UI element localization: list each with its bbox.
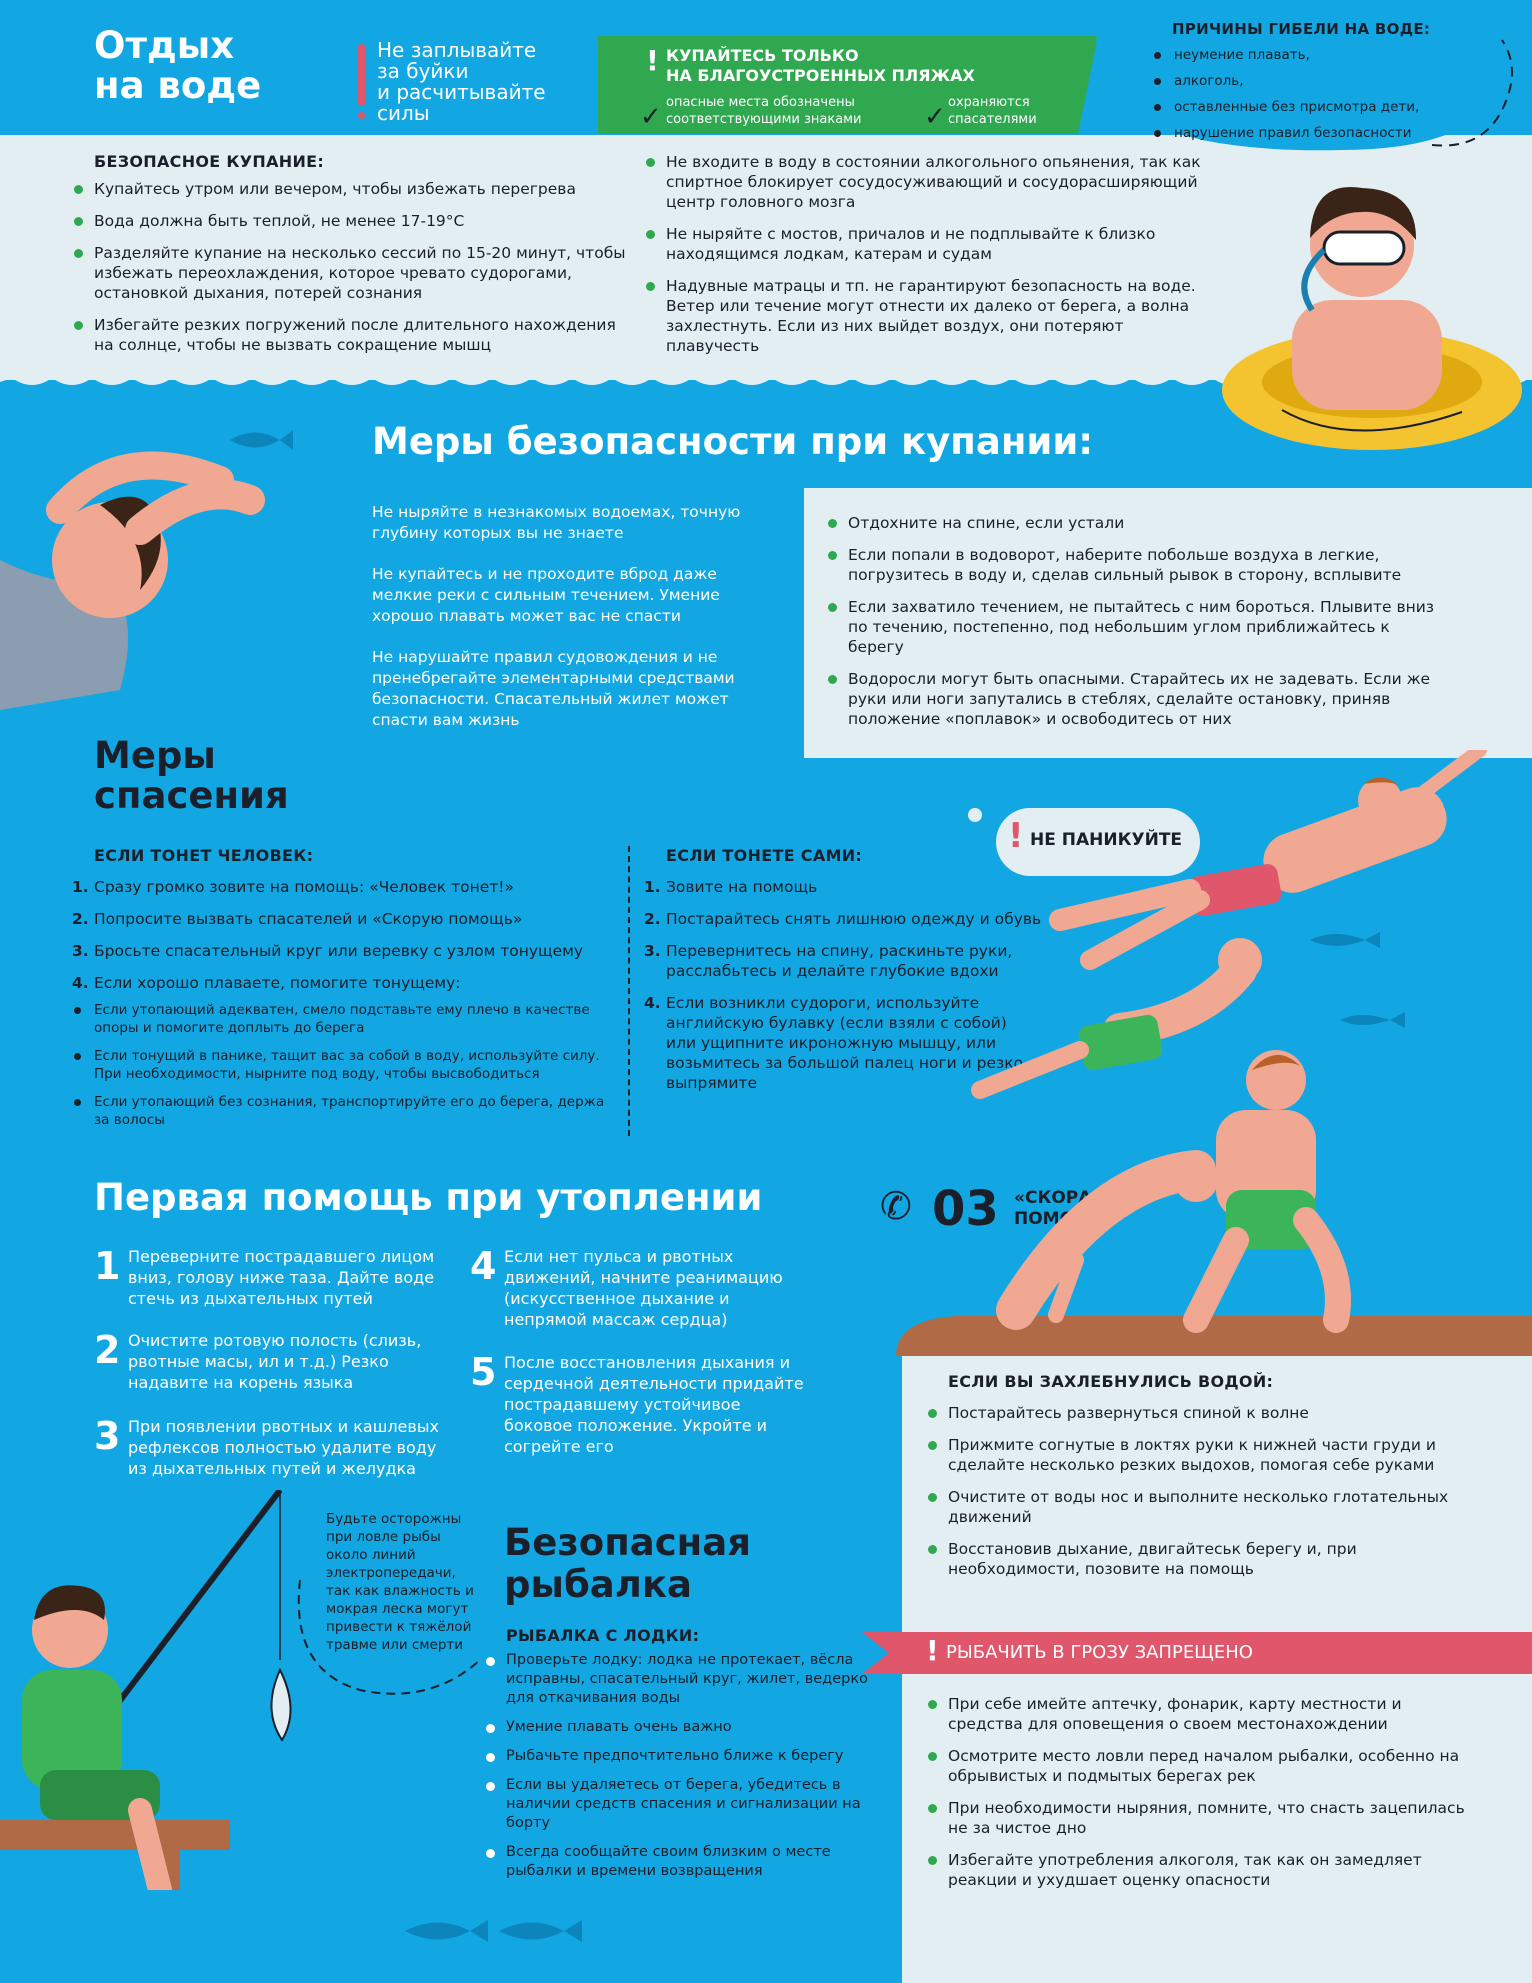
rescue-title-line: Меры — [94, 734, 216, 777]
list-item: Осмотрите место ловли перед началом рыбалки, особенно на обрывистых и подмытых берегах рек — [926, 1746, 1466, 1786]
beach-note-line: спасателями — [948, 112, 1037, 127]
list-item: Если захватило течением, не пытайтесь с ним бороться. Плывите вниз по течению, постепенно, под небольшим углом приближайтесь к берегу — [826, 597, 1446, 657]
rescue-left-title: ЕСЛИ ТОНЕТ ЧЕЛОВЕК: — [94, 846, 314, 865]
cause-item: нарушение правил безопасности — [1152, 124, 1452, 142]
list-item: Если попали в водоворот, наберите побольше воздуха в легкие, погрузитесь в воду и, сделав сильный рывок в сторону, всплывите — [826, 545, 1446, 585]
list-item: Перевернитесь на спину, раскиньте руки, расслабьтесь и делайте глубокие вдохи — [666, 942, 1013, 980]
buoy-warning — [358, 40, 546, 124]
power-line-warning: Будьте осторожны при ловле рыбы около линий электропередачи, так как влажность и мокрая леска могут привести к тяжёлой травме или смерти — [326, 1511, 474, 1653]
boat-fishing — [484, 1626, 884, 1881]
fishing-tips — [926, 1694, 1466, 1890]
warning-bar-icon — [358, 44, 365, 106]
list-subitem: Если утопающий адекватен, смело подставьте ему плечо в качестве опоры и помогите доплыть до берега — [72, 1001, 620, 1037]
cause-item: неумение плавать, — [1152, 46, 1452, 64]
title-line-1: Отдых — [94, 24, 235, 67]
step-number: 2 — [94, 1328, 121, 1372]
list-item: При необходимости ныряния, помните, что снасть зацепилась не за чистое дно — [926, 1798, 1466, 1838]
list-item: Бросьте спасательный круг или веревку с узлом тонущему — [94, 942, 584, 960]
measures-paragraph: Не нарушайте правил судовождения и не пренебрегайте элементарными средствами безопасности. Спасательный жилет может спасти вам жизнь — [372, 648, 735, 729]
list-subitem: Если утопающий без сознания, транспортируйте его до берега, держа за волосы — [72, 1093, 620, 1129]
safe-bathing-left — [72, 152, 632, 355]
beach-title-line: НА БЛАГОУСТРОЕННЫХ ПЛЯЖАХ — [666, 66, 975, 85]
page-title — [94, 26, 261, 106]
list-item: Не ныряйте с мостов, причалов и не подплывайте к близко находящимся лодкам, катерам и судам — [644, 224, 1224, 264]
first-aid-step-4 — [470, 1246, 810, 1330]
phone-number: 03 — [932, 1181, 999, 1237]
measures-paragraph: Не купайтесь и не проходите вброд даже мелкие реки с сильным течением. Умение хорошо плавать может вас не спасти — [372, 565, 720, 625]
warning-dot-icon — [358, 112, 365, 119]
exclamation-icon: ! — [926, 1634, 939, 1667]
fish-icon — [494, 1914, 584, 1948]
list-item: Если хорошо плаваете, помогите тонущему: — [94, 974, 461, 992]
safe-bathing-title: БЕЗОПАСНОЕ КУПАНИЕ: — [94, 152, 325, 171]
list-item: Восстановив дыхание, двигайтеськ берегу и, при необходимости, позовите на помощь — [926, 1539, 1466, 1579]
list-item: Попросите вызвать спасателей и «Скорую помощь» — [94, 910, 523, 928]
list-item: Постарайтесь развернуться спиной к волне — [926, 1403, 1466, 1423]
warning-line: и расчитывайте — [377, 80, 546, 104]
check-icon: ✓ — [640, 102, 662, 132]
choke-block — [926, 1372, 1466, 1579]
exclamation-icon: ! — [646, 44, 659, 77]
causes-box — [1152, 20, 1452, 142]
rescue-divider — [628, 846, 630, 1136]
fisher-boy-illustration — [0, 1490, 340, 1890]
shore-rescue-illustration — [896, 1040, 1532, 1360]
list-item: Проверьте лодку: лодка не протекает, вёсла исправны, спасательный круг, жилет, ведерко для откачивания воды — [484, 1651, 884, 1708]
list-item: Прижмите согнутые в локтях руки к нижней части груди и сделайте несколько резких выдохов, помогая себе руками — [926, 1435, 1466, 1475]
measures-title: Меры безопасности при купании: — [372, 420, 1094, 463]
list-item: Рыбачьте предпочтительно ближе к берегу — [484, 1747, 884, 1766]
warning-line: за буйки — [377, 59, 469, 83]
step-number: 4 — [470, 1244, 497, 1288]
fishing-title — [504, 1522, 751, 1606]
exclamation-icon: ! — [1008, 816, 1024, 856]
storm-banner-text: РЫБАЧИТЬ В ГРОЗУ ЗАПРЕЩЕНО — [946, 1642, 1253, 1663]
warning-line: силы — [377, 101, 430, 125]
list-item: Отдохните на спине, если устали — [826, 513, 1446, 533]
fish-icon — [400, 1914, 490, 1948]
fishing-title-line: рыбалка — [504, 1563, 692, 1606]
rescue-right-title: ЕСЛИ ТОНЕТЕ САМИ: — [666, 846, 863, 865]
beach-note-line: соответствующими знаками — [666, 112, 862, 127]
beach-title-line: КУПАЙТЕСЬ ТОЛЬКО — [666, 46, 859, 65]
list-item: Вода должна быть теплой, не менее 17-19°С — [72, 211, 632, 231]
step-number: 5 — [470, 1350, 497, 1394]
list-subitem: Если тонущий в панике, тащит вас за собой в воду, используйте силу. При необходимости, нырните под воду, чтобы высвободиться — [72, 1047, 620, 1083]
phone-icon: ✆ — [880, 1184, 912, 1228]
first-aid-title: Первая помощь при утоплении — [94, 1176, 763, 1219]
list-item: Всегда сообщайте своим близким о месте рыбалки и времени возвращения — [484, 1843, 884, 1881]
list-item: Водоросли могут быть опасными. Старайтесь их не задевать. Если же руки или ноги запутались в стеблях, сделайте остановку, приняв положение «поплавок» и освободитесь от них — [826, 669, 1446, 729]
first-aid-step-5 — [470, 1352, 810, 1457]
list-item: Разделяйте купание на несколько сессий по 15-20 минут, чтобы избежать переохлаждения, которое чревато судорогами, остановкой дыхания, потерей сознания — [72, 243, 632, 303]
causes-title: ПРИЧИНЫ ГИБЕЛИ НА ВОДЕ: — [1172, 20, 1431, 38]
phone-label-line: «СКОРАЯ — [1014, 1188, 1105, 1208]
step-text: Очистите ротовую полость (слизь, рвотные масы, ил и т.д.) Резко надавите на корень языка — [128, 1331, 422, 1392]
list-item: Очистите от воды нос и выполните несколько глотательных движений — [926, 1487, 1466, 1527]
step-number: 1 — [94, 1244, 121, 1288]
step-text: Если нет пульса и рвотных движений, начните реанимацию (искусственное дыхание и непрямой массаж сердца) — [504, 1247, 783, 1329]
fish-icon — [225, 425, 295, 455]
list-item: Сразу громко зовите на помощь: «Человек тонет!» — [94, 878, 514, 896]
title-line-2: на воде — [94, 64, 262, 107]
rescue-title — [94, 736, 289, 816]
safe-bathing-right — [644, 152, 1224, 356]
step-text: При появлении рвотных и кашлевых рефлексов полностью удалите воду из дыхательных путей и желудка — [128, 1417, 439, 1478]
first-aid-step-1 — [94, 1246, 454, 1309]
phone-label-line: ПОМОЩЬ» — [1014, 1209, 1121, 1229]
boy-swim-ring-illustration — [1212, 150, 1532, 450]
cause-item: оставленные без присмотра дети, — [1152, 98, 1452, 116]
list-item: При себе имейте аптечку, фонарик, карту местности и средства для оповещения о своем местонахождении — [926, 1694, 1466, 1734]
list-item: Избегайте резких погружений после длительного нахождения на солнце, чтобы не вызвать сокращение мышц — [72, 315, 632, 355]
step-text: После восстановления дыхания и сердечной деятельности придайте пострадавшему устойчивое боковое положение. Укройте и согрейте его — [504, 1353, 804, 1456]
list-item: Если возникли судороги, используйте английскую булавку (если взяли с собой) или ущипните икроножную мышцу, или возьмитесь за большой палец ноги и резко выпрямите — [666, 994, 1024, 1092]
rescue-title-line: спасения — [94, 774, 289, 817]
no-panic-text: НЕ ПАНИКУЙТЕ — [1030, 830, 1183, 850]
boat-fishing-title: РЫБАЛКА С ЛОДКИ: — [506, 1626, 700, 1645]
list-item: Купайтесь утром или вечером, чтобы избежать перегрева — [72, 179, 632, 199]
list-item: Если вы удаляетесь от берега, убедитесь в наличии средств спасения и сигнализации на борту — [484, 1776, 884, 1833]
step-text: Переверните пострадавшего лицом вниз, голову ниже таза. Дайте воде стечь из дыхательных путей — [128, 1247, 435, 1308]
check-icon: ✓ — [924, 102, 946, 132]
list-item: Умение плавать очень важно — [484, 1718, 884, 1737]
list-item: Не входите в воду в состоянии алкогольного опьянения, так как спиртное блокирует сосудосуживающий и сосудорасширяющий центр головного мозга — [644, 152, 1224, 212]
list-item: Избегайте употребления алкоголя, так как он замедляет реакции и ухудшает оценку опасности — [926, 1850, 1466, 1890]
step-number: 3 — [94, 1414, 121, 1458]
list-item: Надувные матрацы и тп. не гарантируют безопасность на воде. Ветер или течение могут отнести их далеко от берега, а волна захлестнуть. Если из них выйдет воздух, они потеряют плавучесть — [644, 276, 1224, 356]
swimmer-illustration — [0, 440, 300, 710]
list-item: Постарайтесь снять лишнюю одежду и обувь — [666, 910, 1042, 928]
measures-text — [372, 502, 742, 731]
beach-note-line: охраняются — [948, 95, 1030, 110]
list-item: Зовите на помощь — [666, 878, 818, 896]
beach-banner-content — [610, 44, 1037, 132]
first-aid-step-3 — [94, 1416, 454, 1479]
beach-note-line: опасные места обозначены — [666, 95, 855, 110]
cause-item: алкоголь, — [1152, 72, 1452, 90]
warning-line: Не заплывайте — [377, 38, 537, 62]
choke-title: ЕСЛИ ВЫ ЗАХЛЕБНУЛИСЬ ВОДОЙ: — [948, 1372, 1274, 1391]
rescue-left — [72, 846, 620, 1129]
measures-paragraph: Не ныряйте в незнакомых водоемах, точную глубину которых вы не знаете — [372, 503, 741, 542]
measures-panel-content — [826, 513, 1446, 729]
first-aid-step-2 — [94, 1330, 454, 1393]
fishing-title-line: Безопасная — [504, 1521, 751, 1564]
